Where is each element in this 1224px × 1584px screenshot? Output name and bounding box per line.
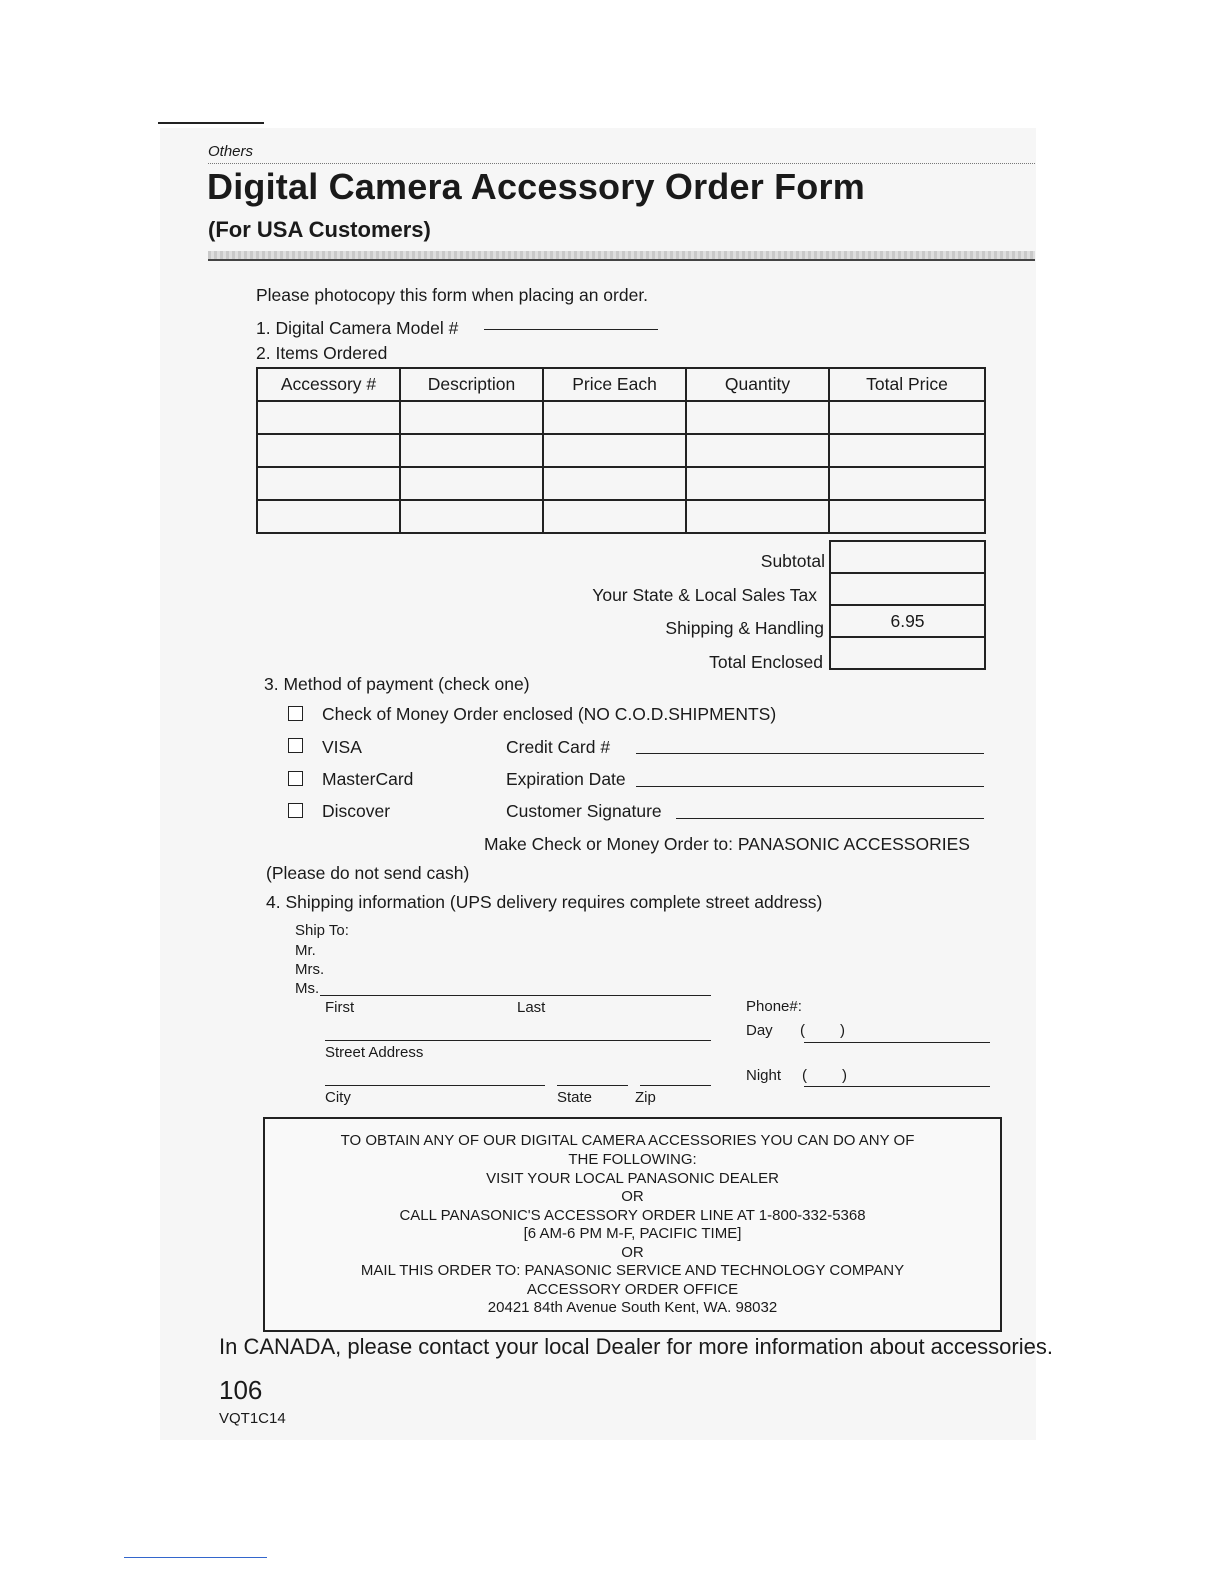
night-phone-input-line[interactable] [804,1086,990,1087]
no-cash-note: (Please do not send cash) [266,863,470,883]
ordering-info-box [263,1117,1002,1332]
name-input-line[interactable] [320,995,711,996]
night-area-code-open: ( [802,1067,807,1084]
items-ordered-label: 2. Items Ordered [256,343,388,363]
info-line: TO OBTAIN ANY OF OUR DIGITAL CAMERA ACCESSORIES YOU CAN DO ANY OF [340,1132,915,1149]
table-cell[interactable] [686,467,829,500]
table-cell[interactable] [686,401,829,434]
shipping-value: 6.95 [830,605,985,637]
section-divider [208,163,1035,164]
table-cell[interactable] [400,500,543,533]
phone-label: Phone#: [746,998,802,1015]
last-name-label: Last [517,999,546,1016]
table-cell[interactable] [829,500,985,533]
info-line: ACCESSORY ORDER OFFICE [526,1281,739,1298]
table-cell[interactable] [257,467,400,500]
items-table [256,367,986,534]
credit-card-input-line[interactable] [636,753,984,754]
info-line: 20421 84th Avenue South Kent, WA. 98032 [487,1299,778,1316]
info-line: OR [621,1244,644,1261]
signature-input-line[interactable] [676,818,984,819]
credit-card-label: Credit Card # [506,737,611,757]
col-header-total-price: Total Price [829,368,985,401]
ship-to-label: Ship To: [295,922,349,939]
info-line: [6 AM-6 PM M-F, PACIFIC TIME] [523,1225,742,1242]
day-phone-label: Day [746,1022,773,1039]
col-header-price-each: Price Each [543,368,686,401]
check-money-order-label: Check of Money Order enclosed (NO C.O.D.SHIPMENTS) [322,704,777,724]
table-row [257,401,985,434]
state-label: State [557,1089,593,1106]
col-header-quantity: Quantity [686,368,829,401]
night-phone-label: Night [746,1067,782,1084]
payable-to-text: Make Check or Money Order to: PANASONIC ACCESSORIES [484,834,970,854]
table-cell[interactable] [257,434,400,467]
discover-label: Discover [322,801,391,821]
info-line: THE FOLLOWING: [568,1151,697,1168]
table-cell[interactable] [686,500,829,533]
table-row [257,434,985,467]
day-area-code-close: ) [840,1022,845,1039]
mastercard-label: MasterCard [322,769,414,789]
first-name-label: First [325,999,355,1016]
col-header-description: Description [400,368,543,401]
table-row [257,467,985,500]
shipping-label: Shipping & Handling [665,618,824,638]
table-cell[interactable] [400,434,543,467]
table-cell[interactable] [543,401,686,434]
tax-label: Your State & Local Sales Tax [592,585,817,605]
total-enclosed-field[interactable] [830,637,985,669]
subtotal-field[interactable] [830,541,985,573]
page-number: 106 [219,1375,263,1405]
info-line: MAIL THIS ORDER TO: PANASONIC SERVICE AND TECHNOLOGY COMPANY [360,1262,905,1279]
zip-label: Zip [635,1089,656,1106]
mastercard-checkbox[interactable] [288,771,303,786]
street-input-line[interactable] [325,1040,711,1041]
totals-table [829,540,986,670]
table-cell[interactable] [829,467,985,500]
table-row [257,500,985,533]
table-cell[interactable] [400,401,543,434]
page-title: Digital Camera Accessory Order Form [207,166,865,207]
night-area-code-close: ) [842,1067,847,1084]
day-area-code-open: ( [800,1022,805,1039]
info-line: OR [621,1188,644,1205]
section-label: Others [208,143,254,160]
day-phone-input-line[interactable] [804,1042,990,1043]
shipping-heading: 4. Shipping information (UPS delivery requires complete street address) [266,892,823,912]
signature-label: Customer Signature [506,801,662,821]
intro-text: Please photocopy this form when placing an order. [256,285,649,305]
table-cell[interactable] [257,401,400,434]
ms-label: Ms. [295,980,320,997]
visa-checkbox[interactable] [288,738,303,753]
street-address-label: Street Address [325,1044,424,1061]
expiration-label: Expiration Date [506,769,626,789]
tax-field[interactable] [830,573,985,605]
city-label: City [325,1089,351,1106]
table-cell[interactable] [400,467,543,500]
page-subtitle: (For USA Customers) [208,217,431,242]
bottom-rule [124,1557,267,1558]
table-cell[interactable] [257,500,400,533]
top-rule [158,122,264,124]
state-input-line[interactable] [557,1085,628,1086]
col-header-accessory: Accessory # [257,368,400,401]
info-line: VISIT YOUR LOCAL PANASONIC DEALER [486,1170,779,1187]
total-enclosed-label: Total Enclosed [709,652,823,672]
discover-checkbox[interactable] [288,803,303,818]
mr-label: Mr. [295,942,316,959]
title-bar [208,251,1035,261]
table-cell[interactable] [543,500,686,533]
payment-heading: 3. Method of payment (check one) [264,674,530,694]
document-code: VQT1C14 [219,1410,286,1427]
subtotal-label: Subtotal [760,551,825,571]
zip-input-line[interactable] [640,1085,711,1086]
model-label: 1. Digital Camera Model # [256,318,459,338]
model-input-line[interactable] [484,329,658,330]
info-line: CALL PANASONIC'S ACCESSORY ORDER LINE AT 1-800-332-5368 [399,1207,866,1224]
table-cell[interactable] [543,434,686,467]
visa-label: VISA [322,737,362,757]
table-cell[interactable] [543,467,686,500]
table-cell[interactable] [829,434,985,467]
check-money-order-checkbox[interactable] [288,706,303,721]
items-table-header [257,368,985,401]
canada-note: In CANADA, please contact your local Dealer for more information about accessories. [219,1334,1053,1359]
expiration-input-line[interactable] [636,786,984,787]
table-cell[interactable] [686,434,829,467]
mrs-label: Mrs. [295,961,325,978]
city-input-line[interactable] [325,1085,545,1086]
table-cell[interactable] [829,401,985,434]
